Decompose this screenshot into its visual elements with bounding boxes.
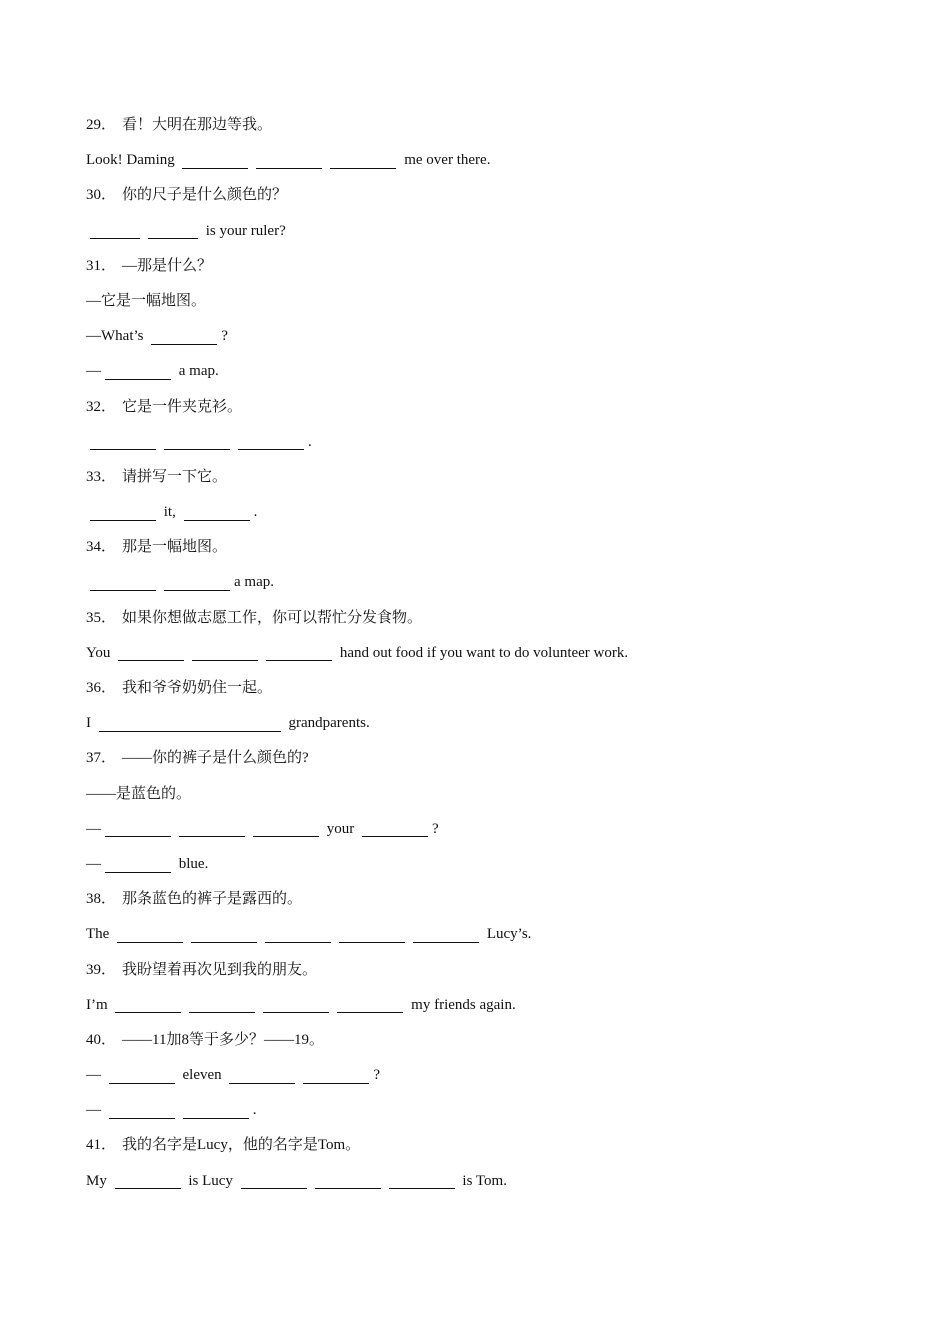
answer-blank[interactable]	[90, 519, 156, 521]
answer-blank[interactable]	[389, 1187, 455, 1189]
chinese-prompt: 我和爷爷奶奶住一起。	[122, 680, 273, 696]
chinese-prompt: 请拼写一下它。	[122, 468, 228, 485]
sentence-text: ?	[221, 328, 228, 345]
sentence-text: ?	[432, 820, 439, 837]
sentence-text: is your ruler?	[202, 222, 286, 239]
question-prompt	[86, 178, 886, 213]
question-prompt	[86, 1128, 886, 1163]
chinese-prompt: 我盼望着再次见到我的朋友。	[122, 961, 318, 978]
sentence-text: You	[86, 644, 115, 661]
question-prompt	[86, 460, 886, 495]
sentence-text: .	[253, 504, 258, 521]
question-number: 40．	[86, 1031, 117, 1048]
worksheet	[86, 108, 886, 1199]
sentence-text: me over there.	[400, 152, 491, 169]
answer-blank[interactable]	[192, 659, 258, 661]
sentence-text: The	[86, 926, 114, 943]
sentence-text: —	[86, 855, 101, 872]
answer-blank[interactable]	[99, 730, 281, 732]
sentence-text: —	[86, 820, 101, 837]
answer-line	[86, 1093, 886, 1128]
sentence-text: Lucy’s.	[483, 926, 532, 943]
sentence-text: is Lucy	[184, 1172, 237, 1189]
chinese-prompt: —那是什么？	[122, 257, 213, 274]
question-prompt	[86, 249, 886, 284]
answer-line	[86, 495, 886, 530]
sentence-text: .	[308, 433, 312, 450]
chinese-prompt: 你的尺子是什么颜色的？	[122, 187, 288, 204]
answer-blank[interactable]	[90, 448, 156, 450]
answer-line	[86, 706, 886, 741]
sentence-text: —What’s	[86, 328, 148, 345]
sentence-text: hand out food if you want to do volunteer work.	[336, 644, 629, 661]
answer-blank[interactable]	[238, 448, 304, 450]
sentence-text: is Tom.	[458, 1172, 507, 1189]
sentence-text: Look! Daming	[86, 152, 179, 169]
question-prompt	[86, 601, 886, 636]
answer-line	[86, 214, 886, 249]
answer-line	[86, 1058, 886, 1093]
answer-blank[interactable]	[105, 835, 171, 837]
sentence-text: I	[86, 715, 95, 732]
answer-blank[interactable]	[339, 941, 405, 943]
answer-blank[interactable]	[184, 519, 250, 521]
answer-blank[interactable]	[105, 378, 171, 380]
question-number: 30．	[86, 187, 117, 204]
answer-blank[interactable]	[330, 167, 396, 169]
answer-line	[86, 565, 886, 600]
answer-blank[interactable]	[90, 589, 156, 591]
question-number: 31．	[86, 257, 117, 274]
chinese-prompt-line: —它是一幅地图。	[86, 292, 207, 309]
sentence-text: eleven	[178, 1067, 226, 1084]
answer-blank[interactable]	[253, 835, 319, 837]
answer-blank[interactable]	[183, 1117, 249, 1119]
chinese-prompt: 那是一幅地图。	[122, 539, 228, 556]
sentence-text: a map.	[175, 363, 219, 380]
question-number: 38．	[86, 891, 117, 908]
answer-blank[interactable]	[115, 1187, 181, 1189]
answer-blank[interactable]	[241, 1187, 307, 1189]
chinese-prompt: ——你的裤子是什么颜色的?	[122, 750, 309, 767]
sentence-text: .	[252, 1102, 257, 1119]
answer-line	[86, 1164, 886, 1199]
answer-blank[interactable]	[182, 167, 248, 169]
answer-line	[86, 319, 886, 354]
chinese-prompt: 看！大明在那边等我。	[122, 117, 273, 133]
question-number: 35．	[86, 609, 117, 626]
answer-blank[interactable]	[191, 941, 257, 943]
chinese-prompt: 如果你想做志愿工作，你可以帮忙分发食物。	[122, 609, 423, 626]
question-number: 39．	[86, 961, 117, 978]
answer-line	[86, 847, 886, 882]
answer-line	[86, 143, 886, 178]
question-number: 37．	[86, 750, 117, 767]
chinese-prompt: 那条蓝色的裤子是露西的。	[122, 891, 303, 908]
question-prompt	[86, 882, 886, 917]
answer-line	[86, 988, 886, 1023]
answer-line	[86, 425, 886, 460]
answer-blank[interactable]	[303, 1082, 369, 1084]
answer-blank[interactable]	[164, 589, 230, 591]
answer-blank[interactable]	[413, 941, 479, 943]
answer-line	[86, 812, 886, 847]
question-number: 36．	[86, 680, 117, 696]
sentence-text: —	[86, 363, 101, 380]
answer-blank[interactable]	[362, 835, 428, 837]
answer-blank[interactable]	[105, 871, 171, 873]
answer-blank[interactable]	[229, 1082, 295, 1084]
question-number: 33．	[86, 468, 117, 485]
sentence-text: I’m	[86, 996, 112, 1013]
answer-blank[interactable]	[148, 237, 198, 239]
answer-blank[interactable]	[337, 1011, 403, 1013]
question-prompt	[86, 530, 886, 565]
answer-blank[interactable]	[263, 1011, 329, 1013]
sentence-text: ?	[373, 1067, 381, 1084]
answer-blank[interactable]	[151, 343, 217, 345]
question-prompt	[86, 741, 886, 776]
question-prompt	[86, 671, 886, 706]
sentence-text: your	[323, 820, 358, 837]
answer-blank[interactable]	[256, 167, 322, 169]
sentence-text: —	[86, 1102, 105, 1119]
question-prompt	[86, 953, 886, 988]
question-number: 34．	[86, 539, 117, 556]
answer-blank[interactable]	[90, 237, 140, 239]
sentence-text: —	[86, 1067, 105, 1084]
sentence-text: grandparents.	[284, 715, 370, 732]
chinese-prompt: 我的名字是Lucy，他的名字是Tom。	[122, 1137, 361, 1154]
answer-line	[86, 354, 886, 389]
question-number: 41．	[86, 1137, 117, 1154]
answer-blank[interactable]	[189, 1011, 255, 1013]
question-prompt	[86, 390, 886, 425]
question-number: 29．	[86, 117, 117, 133]
answer-line	[86, 917, 886, 952]
sentence-text: it,	[160, 504, 180, 521]
sentence-text: my friends again.	[407, 996, 516, 1013]
answer-blank[interactable]	[117, 941, 183, 943]
chinese-prompt-line: ——是蓝色的。	[86, 785, 192, 802]
chinese-prompt: ——11加8等于多少？——19。	[122, 1031, 324, 1048]
answer-blank[interactable]	[265, 941, 331, 943]
answer-blank[interactable]	[118, 659, 184, 661]
question-prompt	[86, 1023, 886, 1058]
answer-blank[interactable]	[164, 448, 230, 450]
sentence-text: a map.	[234, 574, 274, 591]
question-number: 32．	[86, 398, 117, 415]
chinese-prompt: 它是一件夹克衫。	[122, 398, 243, 415]
answer-blank[interactable]	[109, 1082, 175, 1084]
answer-blank[interactable]	[109, 1117, 175, 1119]
answer-blank[interactable]	[179, 835, 245, 837]
answer-blank[interactable]	[266, 659, 332, 661]
question-prompt	[86, 108, 886, 143]
answer-blank[interactable]	[115, 1011, 181, 1013]
answer-line	[86, 636, 886, 671]
sentence-text: My	[86, 1172, 111, 1189]
sentence-text: blue.	[175, 855, 209, 872]
answer-blank[interactable]	[315, 1187, 381, 1189]
